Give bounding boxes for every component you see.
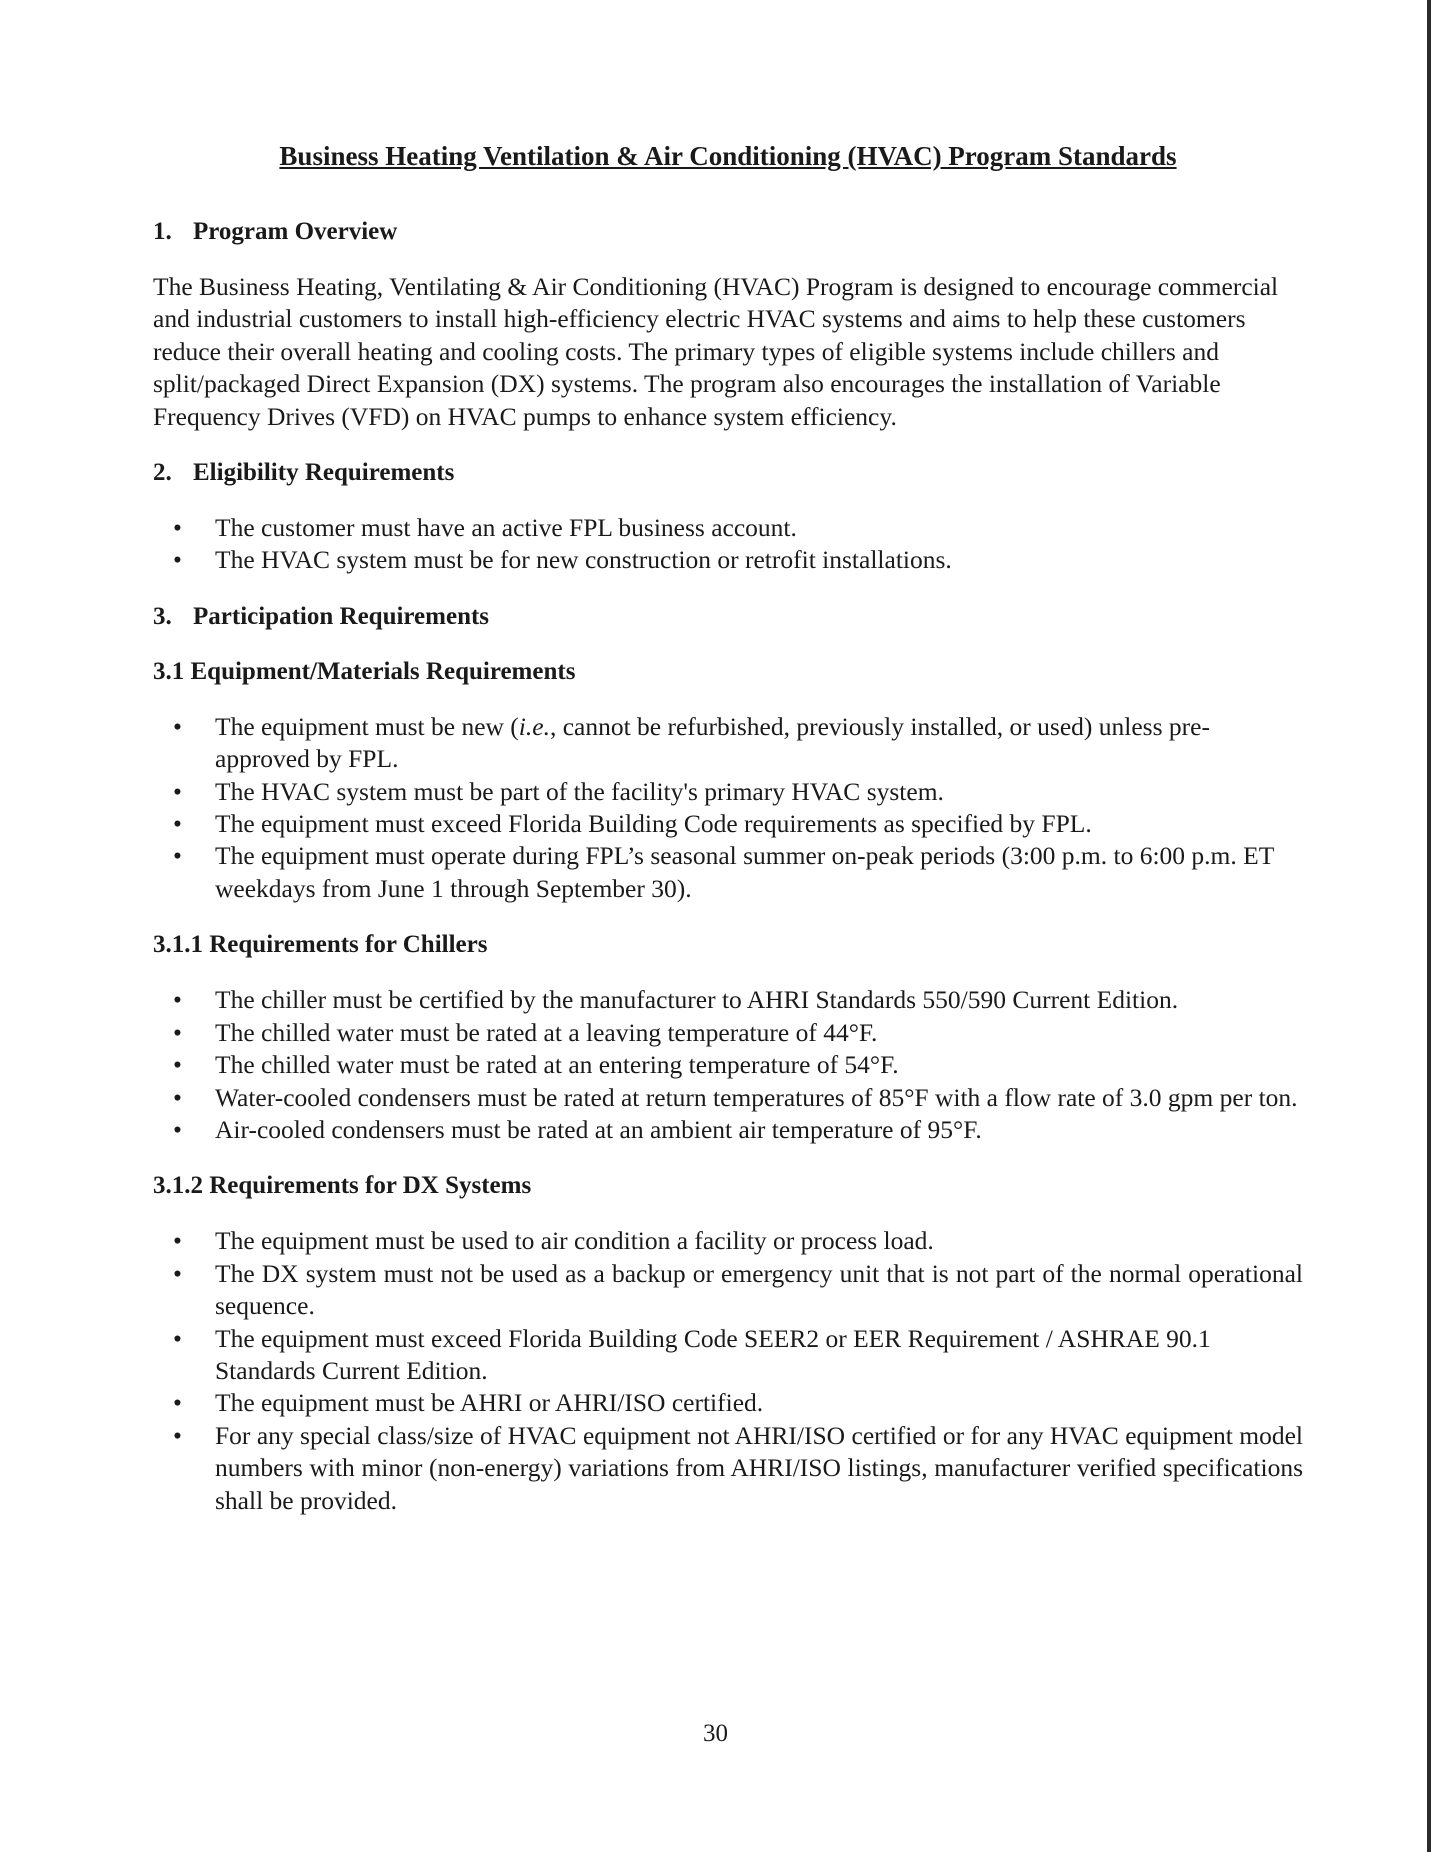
bullet-icon: • — [173, 545, 182, 575]
list-item — [153, 1017, 1303, 1049]
section-number: 1. — [153, 218, 172, 245]
section-title: Eligibility Requirements — [193, 459, 455, 487]
section-heading-participation — [153, 601, 1303, 633]
list-item-text: The HVAC system must be part of the facility's primary HVAC system. — [215, 776, 944, 806]
list-item-text: The equipment must be AHRI or AHRI/ISO certified. — [215, 1388, 764, 1418]
list-item-text: The customer must have an active FPL business account. — [215, 513, 797, 543]
document-page — [153, 138, 1303, 1517]
list-item-text: Water-cooled condensers must be rated at return temperatures of 85°F with a flow rate of 3.0 gpm per ton. — [215, 1082, 1298, 1112]
subsection-heading-equipment: 3.1 Equipment/Materials Requirements — [153, 657, 576, 685]
list-item — [153, 1082, 1303, 1114]
bullet-icon: • — [173, 711, 182, 741]
bullet-icon: • — [173, 1082, 182, 1112]
subsection-heading-chillers: 3.1.1 Requirements for Chillers — [153, 931, 488, 959]
list-item — [153, 1225, 1303, 1257]
list-item — [153, 1114, 1303, 1146]
list-item-text: The equipment must be used to air condition a facility or process load. — [215, 1226, 934, 1256]
list-item-text: For any special class/size of HVAC equipment not AHRI/ISO certified or for any HVAC equipment model numbers with minor (non-energy) variations from AHRI/ISO listings, manufacturer verified specifications shall be provided. — [215, 1420, 1303, 1515]
list-item — [153, 776, 1303, 808]
section-number: 2. — [153, 459, 172, 487]
program-overview-paragraph: The Business Heating, Ventilating & Air Conditioning (HVAC) Program is designed to encourage commercial and industrial customers to install high-efficiency electric HVAC systems and aims to help these customers reduce their overall heating and cooling costs. The primary types of eligible systems include chillers and split/packaged Direct Expansion (DX) systems. The program also encourages the installation of Variable Frequency Drives (VFD) on HVAC pumps to enhance system efficiency. — [153, 272, 1279, 431]
list-item — [153, 808, 1303, 840]
list-item — [153, 984, 1303, 1016]
section-title: Participation Requirements — [193, 602, 490, 630]
bullet-icon: • — [173, 985, 182, 1015]
list-item-text: The chiller must be certified by the manufacturer to AHRI Standards 550/590 Current Edition. — [215, 985, 1179, 1015]
list-item-italic-text: i.e. — [518, 711, 550, 741]
list-item — [153, 1387, 1303, 1419]
list-item — [153, 1258, 1303, 1323]
bullet-icon: • — [173, 513, 182, 543]
list-item — [153, 840, 1303, 905]
list-item-text: The DX system must not be used as a backup or emergency unit that is not part of the normal operational sequence. — [215, 1258, 1303, 1321]
list-item-text: Air-cooled condensers must be rated at an ambient air temperature of 95°F. — [215, 1114, 982, 1144]
list-item-text: , cannot be refurbished, previously installed, or used) unless pre-approved by FPL. — [215, 711, 1210, 774]
document-title: Business Heating Ventilation & Air Conditioning (HVAC) Program Standards — [279, 141, 1177, 171]
bullet-icon: • — [173, 1323, 182, 1353]
list-item-text: The equipment must exceed Florida Building Code SEER2 or EER Requirement / ASHRAE 90.1 Standards Current Edition. — [215, 1323, 1211, 1385]
list-item-text: The chilled water must be rated at an entering temperature of 54°F. — [215, 1050, 899, 1080]
list-item-text: The equipment must be new ( — [215, 711, 519, 741]
bullet-icon: • — [173, 809, 182, 839]
list-item-text: The HVAC system must be for new construction or retrofit installations. — [215, 545, 952, 575]
bullet-icon: • — [173, 1226, 182, 1256]
bullet-icon: • — [173, 1017, 182, 1047]
bullet-icon: • — [173, 1114, 182, 1144]
list-item — [153, 1420, 1303, 1517]
bullet-icon: • — [173, 1388, 182, 1418]
subsection-heading-dx-systems: 3.1.2 Requirements for DX Systems — [153, 1172, 532, 1200]
page-number: 30 — [703, 1720, 728, 1747]
section-heading-eligibility — [153, 457, 1303, 489]
bullet-icon: • — [173, 1050, 182, 1080]
bullet-icon: • — [173, 841, 182, 871]
list-item-text: The chilled water must be rated at a leaving temperature of 44°F. — [215, 1017, 878, 1047]
list-item — [153, 711, 1303, 776]
list-item-text: The equipment must operate during FPL’s seasonal summer on-peak periods (3:00 p.m. to 6:00 p.m. ET weekdays from June 1 through September 30). — [215, 841, 1274, 903]
equipment-requirements-list — [153, 711, 1303, 905]
list-item — [153, 1049, 1303, 1081]
section-number: 3. — [153, 602, 172, 630]
bullet-icon: • — [173, 1258, 182, 1288]
list-item-text: The equipment must exceed Florida Building Code requirements as specified by FPL. — [215, 809, 1092, 839]
bullet-icon: • — [173, 776, 182, 806]
dx-requirements-list — [153, 1225, 1303, 1517]
list-item — [153, 544, 1303, 576]
eligibility-list — [153, 512, 1303, 577]
chillers-requirements-list — [153, 984, 1303, 1146]
list-item — [153, 1323, 1303, 1388]
section-heading-program-overview — [153, 216, 1303, 248]
section-title: Program Overview — [193, 218, 398, 245]
bullet-icon: • — [173, 1420, 182, 1450]
page-edge — [1427, 0, 1431, 1852]
list-item — [153, 512, 1303, 544]
